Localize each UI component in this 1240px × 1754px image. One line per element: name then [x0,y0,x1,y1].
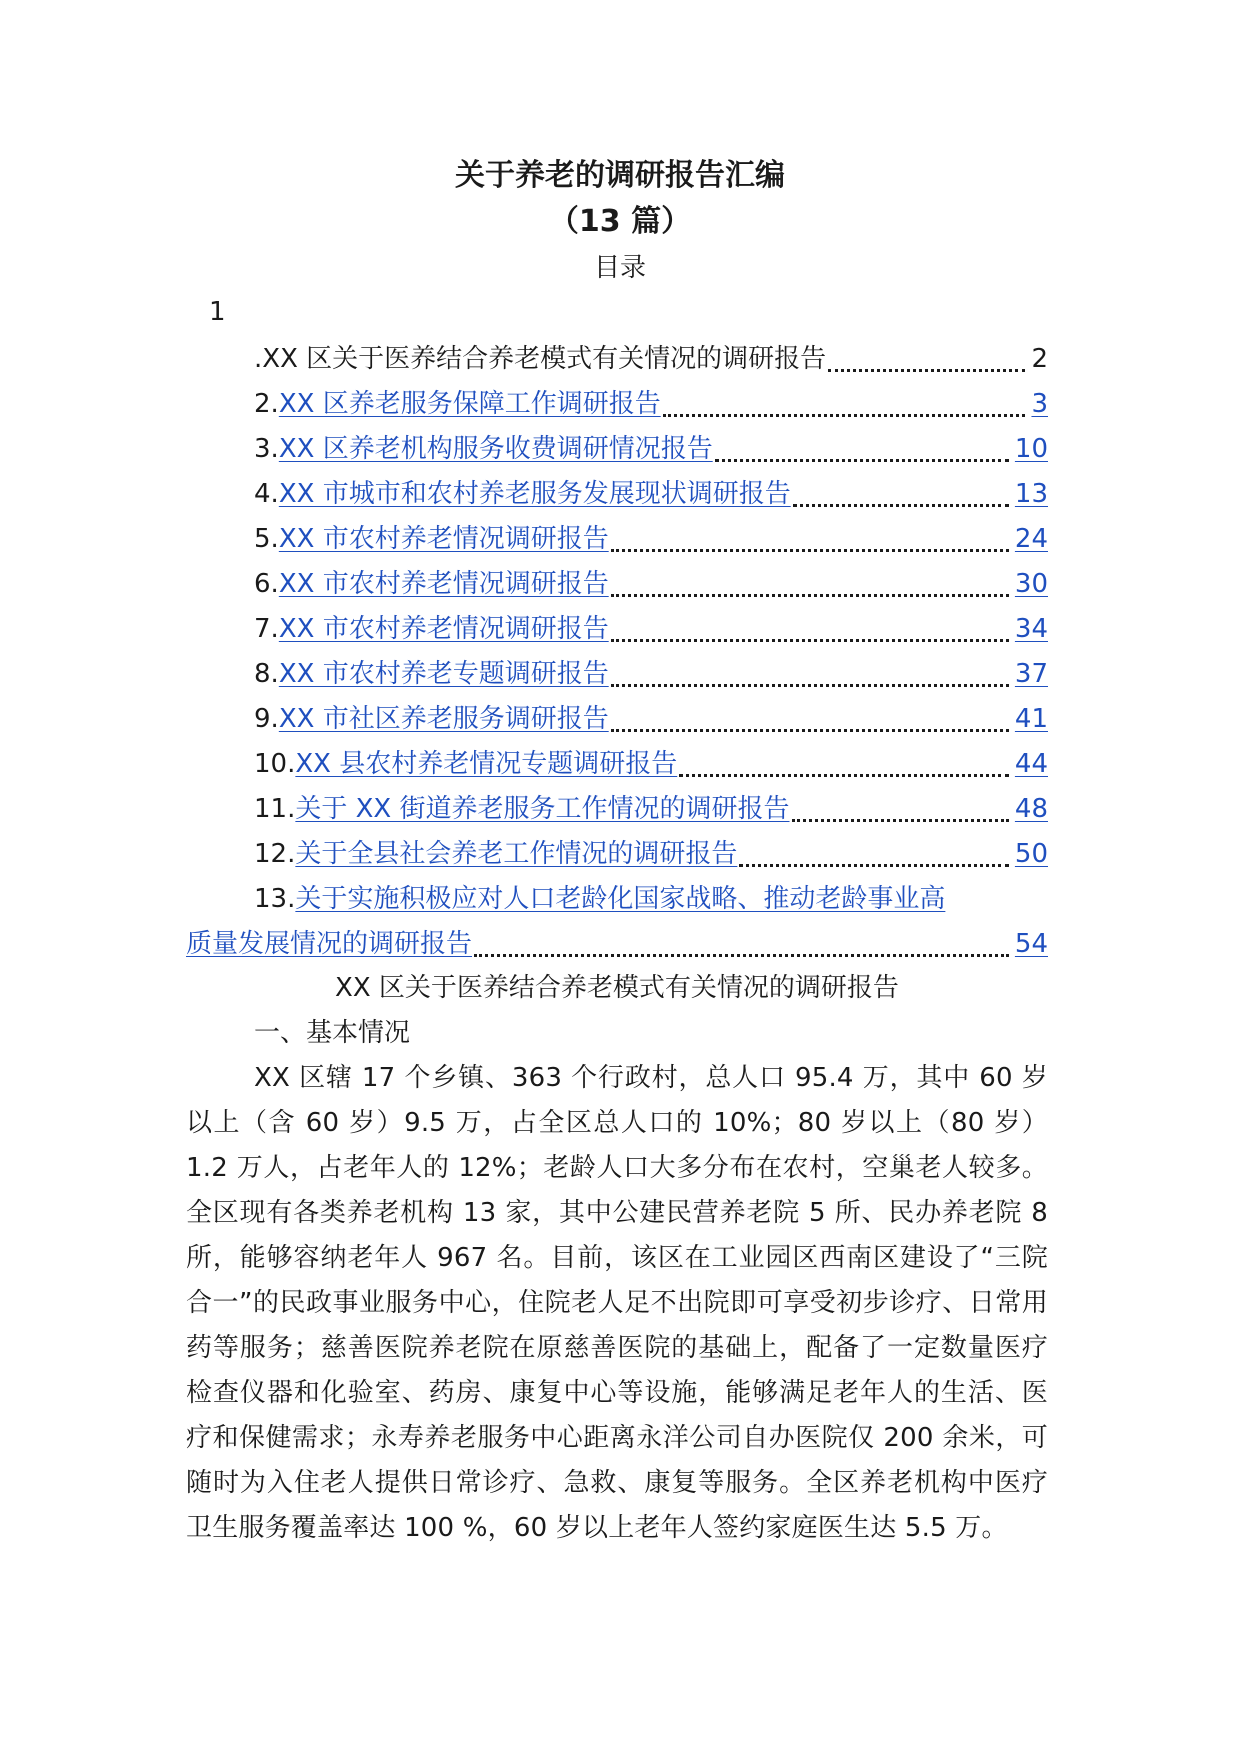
toc-page-number[interactable]: 50 [1011,832,1048,877]
toc-entry-number: 3. [254,434,279,464]
toc-dot-leader [679,774,1009,777]
toc-entry-link[interactable]: XX 县农村养老情况专题调研报告 [295,749,678,779]
toc-entry-number: 7. [254,614,279,644]
toc-page-number[interactable]: 10 [1011,427,1048,472]
toc-lead-number: 1 [209,297,226,327]
toc-page-number: 2 [1027,337,1048,382]
toc-entry-link[interactable]: 关于 XX 街道养老服务工作情况的调研报告 [295,794,790,824]
toc-dot-leader [715,459,1009,462]
toc-entry-link[interactable]: XX 市农村养老专题调研报告 [278,659,609,689]
toc-entry-6[interactable] [186,562,1048,607]
toc-entry-number: . [254,344,263,374]
section-heading: 一、基本情况 [254,1018,411,1048]
toc-dot-leader [611,684,1009,687]
toc-page-number[interactable]: 37 [1011,652,1048,697]
toc-entry-link[interactable]: XX 市农村养老情况调研报告 [278,524,609,554]
toc-entry-number: 9. [254,704,279,734]
toc-entry-number: 11. [254,794,296,824]
toc-entry-3[interactable] [186,427,1048,472]
toc-page-number[interactable]: 34 [1011,607,1048,652]
toc-entry-link[interactable]: XX 市农村养老情况调研报告 [278,569,609,599]
toc-entry-12[interactable] [186,832,1048,877]
article-title: XX 区关于医养结合养老模式有关情况的调研报告 [335,973,899,1003]
toc-dot-leader [611,549,1009,552]
toc-entry-link[interactable]: XX 区养老机构服务收费调研情况报告 [278,434,713,464]
toc-page-number[interactable]: 41 [1011,697,1048,742]
toc-page-number[interactable]: 13 [1011,472,1048,517]
toc-entry-13-continued[interactable] [186,922,1048,967]
toc-entry-number: 12. [254,839,296,869]
table-of-contents [186,337,1048,967]
article-body [186,966,1048,1551]
toc-page-number[interactable]: 44 [1011,742,1048,787]
toc-entry-number: 2. [254,389,279,419]
toc-page-number[interactable]: 24 [1011,517,1048,562]
toc-dot-leader [792,819,1009,822]
toc-entry-link[interactable]: 关于全县社会养老工作情况的调研报告 [295,839,738,869]
toc-dot-leader [611,729,1009,732]
toc-heading: 目录 [593,253,646,283]
toc-entry-7[interactable] [186,607,1048,652]
toc-entry-link[interactable]: XX 市农村养老情况调研报告 [278,614,609,644]
toc-entry-link[interactable]: 质量发展情况的调研报告 [186,929,473,959]
toc-page-number[interactable]: 48 [1011,787,1048,832]
toc-dot-leader [663,414,1026,417]
toc-entry-number: 5. [254,524,279,554]
toc-dot-leader [611,594,1009,597]
toc-entry-number: 4. [254,479,279,509]
toc-entry-5[interactable] [186,517,1048,562]
toc-dot-leader [828,369,1025,372]
toc-entry-number: 6. [254,569,279,599]
toc-entry-number: 8. [254,659,279,689]
document-title: 关于养老的调研报告汇编 [455,158,785,193]
toc-entry-2[interactable] [186,382,1048,427]
toc-entry-link: XX 区关于医养结合养老模式有关情况的调研报告 [262,344,827,374]
toc-entry-9[interactable] [186,697,1048,742]
toc-dot-leader [611,639,1009,642]
toc-page-number[interactable]: 54 [1011,922,1048,967]
toc-entry-13[interactable] [186,877,1048,922]
toc-entry-number: 13. [254,884,296,914]
toc-entry-link[interactable]: XX 区养老服务保障工作调研报告 [278,389,661,419]
toc-entry-4[interactable] [186,472,1048,517]
toc-entry-number: 10. [254,749,296,779]
document-subtitle: （13 篇） [548,204,692,239]
toc-entry-1 [186,337,1048,382]
toc-entry-8[interactable] [186,652,1048,697]
toc-dot-leader [793,504,1009,507]
toc-entry-11[interactable] [186,787,1048,832]
toc-page-number[interactable]: 30 [1011,562,1048,607]
toc-dot-leader [739,864,1009,867]
toc-entry-link[interactable]: XX 市城市和农村养老服务发展现状调研报告 [278,479,791,509]
toc-entry-link[interactable]: XX 市社区养老服务调研报告 [278,704,609,734]
toc-page-number[interactable]: 3 [1027,382,1048,427]
toc-entry-link[interactable]: 关于实施积极应对人口老龄化国家战略、推动老龄事业高 [295,884,946,914]
toc-dot-leader [474,954,1009,957]
article-paragraph: XX 区辖 17 个乡镇、363 个行政村，总人口 95.4 万，其中 60 岁以上（含 60 岁）9.5 万，占全区总人口的 10%；80 岁以上（80 岁）1.2 万人，占老年人的 12%；老龄人口大多分布在农村，空巢老人较多。全区现有各类养老机构 13 家，其中公建民营养老院 5 所、民办养老院 8 所，能够容纳老年人 967 名。目前，该区在工业园区西南区建设了“三院合一”的民政事业服务中心，住院老人足不出院即可享受初步诊疗、日常用药等服务；慈善医院养老院在原慈善医院的基础上，配备了一定数量医疗检查仪器和化验室、药房、康复中心等设施，能够满足老年人的生活、医疗和保健需求；永寿养老服务中心距离永洋公司自办医院仅 200 余米，可随时为入住老人提供日常诊疗、急救、康复等服务。全区养老机构中医疗卫生服务覆盖率达 100 %，60 岁以上老年人签约家庭医生达 5.5 万。 [186,1063,1048,1543]
toc-entry-10[interactable] [186,742,1048,787]
